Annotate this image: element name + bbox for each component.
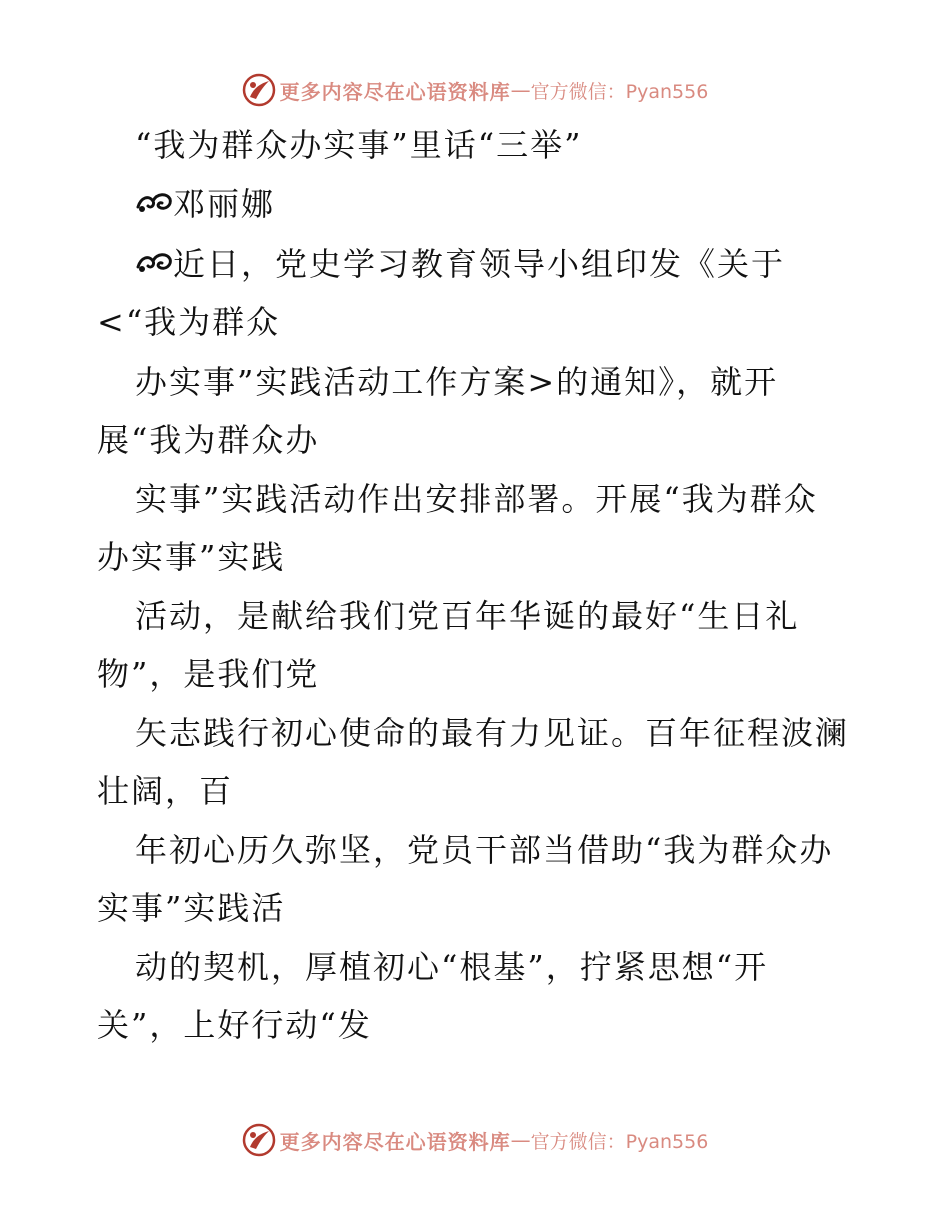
footer-banner-separator: — (510, 1128, 531, 1152)
brand-logo-icon (242, 1123, 276, 1157)
body-line-4: 展“我为群众办 (97, 421, 320, 459)
author-line (135, 184, 275, 224)
body-line-2: <“我为群众 (97, 303, 281, 341)
body-line-9: 矢志践行初心使命的最有力见证。百年征程波澜 (135, 714, 850, 752)
footer-banner (0, 1120, 950, 1160)
body-line-8: 物”，是我们党 (97, 655, 320, 693)
body-line-1 (135, 244, 785, 284)
body-line-7: 活动，是献给我们党百年华诞的最好“生日礼 (135, 597, 800, 635)
paragraph-mark-icon (135, 189, 173, 217)
body-line-12: 实事”实践活 (97, 889, 286, 927)
body-line-13: 动的契机，厚植初心“根基”，拧紧思想“开 (135, 948, 769, 986)
footer-banner-contact: 官方微信：Pyan556 (530, 1130, 709, 1153)
body-line-14: 关”，上好行动“发 (97, 1006, 372, 1044)
body-line-3: 办实事”实践活动工作方案>的通知》，就开 (135, 363, 779, 401)
header-banner (0, 70, 950, 110)
body-line-5: 实事”实践活动作出安排部署。开展“我为群众 (135, 480, 818, 518)
body-line-text: 近日，党史学习教育领导小组印发《关于 (173, 245, 786, 283)
header-banner-separator: — (510, 78, 531, 102)
body-line-11: 年初心历久弥坚，党员干部当借助“我为群众办 (135, 831, 834, 869)
header-banner-name: 更多内容尽在心语资料库 (279, 79, 511, 104)
author-name: 邓丽娜 (173, 185, 276, 223)
document-title: “我为群众办实事”里话“三举” (135, 126, 583, 164)
paragraph-mark-icon (135, 249, 173, 277)
body-line-10: 壮阔，百 (97, 772, 234, 810)
header-banner-contact: 官方微信：Pyan556 (530, 80, 709, 103)
footer-banner-name: 更多内容尽在心语资料库 (279, 1129, 511, 1154)
body-line-6: 办实事”实践 (97, 538, 286, 576)
brand-logo-icon (242, 73, 276, 107)
